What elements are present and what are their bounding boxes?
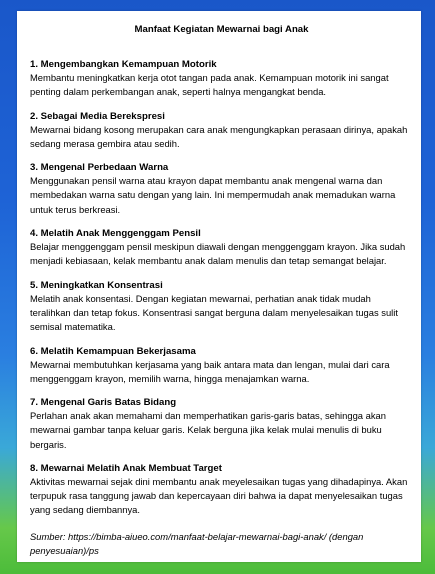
section-heading: 5. Meningkatkan Konsentrasi <box>30 279 163 291</box>
section-4 <box>30 228 413 268</box>
section-7 <box>30 397 413 451</box>
section-5 <box>30 280 413 334</box>
source-citation: Sumber: https://bimba-aiueo.com/manfaat-belajar-mewarnai-bagi-anak/ (dengan penyesuaian)/ps <box>30 531 364 556</box>
section-1 <box>30 59 413 99</box>
section-heading: 7. Mengenal Garis Batas Bidang <box>30 397 177 409</box>
section-body: Mewarnai membutuhkan kerjasama yang baik antara mata dan lengan, mulai dari cara menggenggam krayon, memilih warna, hingga menajamkan warna. <box>30 358 390 384</box>
section-heading: 3. Mengenal Perbedaan Warna <box>30 162 169 174</box>
section-body: Aktivitas mewarnai sejak dini membantu anak meyelesaikan tugas yang dihadapinya. Akan terpupuk rasa tanggung jawab dan kepercayaan diri bahwa ia dapat menyelesaikan tugas yang sedang diembannya. <box>30 476 408 516</box>
section-body: Membantu meningkatkan kerja otot tangan pada anak. Kemampuan motorik ini sangat penting dalam perkembangan anak, seperti halnya mengangkat benda. <box>30 72 389 98</box>
section-heading: 4. Melatih Anak Menggenggam Pensil <box>30 228 201 240</box>
section-heading: 6. Melatih Kemampuan Bekerjasama <box>30 345 196 357</box>
section-3 <box>30 162 413 216</box>
section-6 <box>30 346 413 386</box>
section-body: Melatih anak konsentasi. Dengan kegiatan mewarnai, perhatian anak tidak mudah teralihkan dan tetap fokus. Konsentrasi sangat berguna dalam menyelesaikan tugas sulit semisal matematika. <box>30 292 398 333</box>
section-heading: 2. Sebagai Media Berekspresi <box>30 110 165 122</box>
section-8 <box>30 463 413 517</box>
section-heading: 8. Mewarnai Melatih Anak Membuat Target <box>30 463 222 475</box>
section-body: Menggunakan pensil warna atau krayon dapat membantu anak mengenal warna dan membedakan warna satu dengan yang lain. Ini mempermudah anak memadukan warna untuk terus berkreasi. <box>30 175 396 215</box>
section-body: Mewarnai bidang kosong merupakan cara anak mengungkapkan perasaan dirinya, apakah sedang merasa gembira atau sedih. <box>30 123 408 149</box>
section-heading: 1. Mengembangkan Kemampuan Motorik <box>30 59 217 70</box>
section-body: Perlahan anak akan memahami dan memperhatikan garis-garis batas, sehingga akan mewarnai gambar tanpa keluar garis. Kelak berguna jika kelak mulai menulis di buku bergaris. <box>30 410 386 450</box>
section-body: Belajar menggenggam pensil meskipun diawali dengan menggenggam krayon. Jika sudah menjadi kebiasaan, kelak membantu anak dalam menulis dan tetap semangat belajar. <box>30 241 406 267</box>
document-sheet <box>17 11 421 562</box>
document-title: Manfaat Kegiatan Mewarnai bagi Anak <box>134 24 309 35</box>
section-2 <box>30 111 413 151</box>
